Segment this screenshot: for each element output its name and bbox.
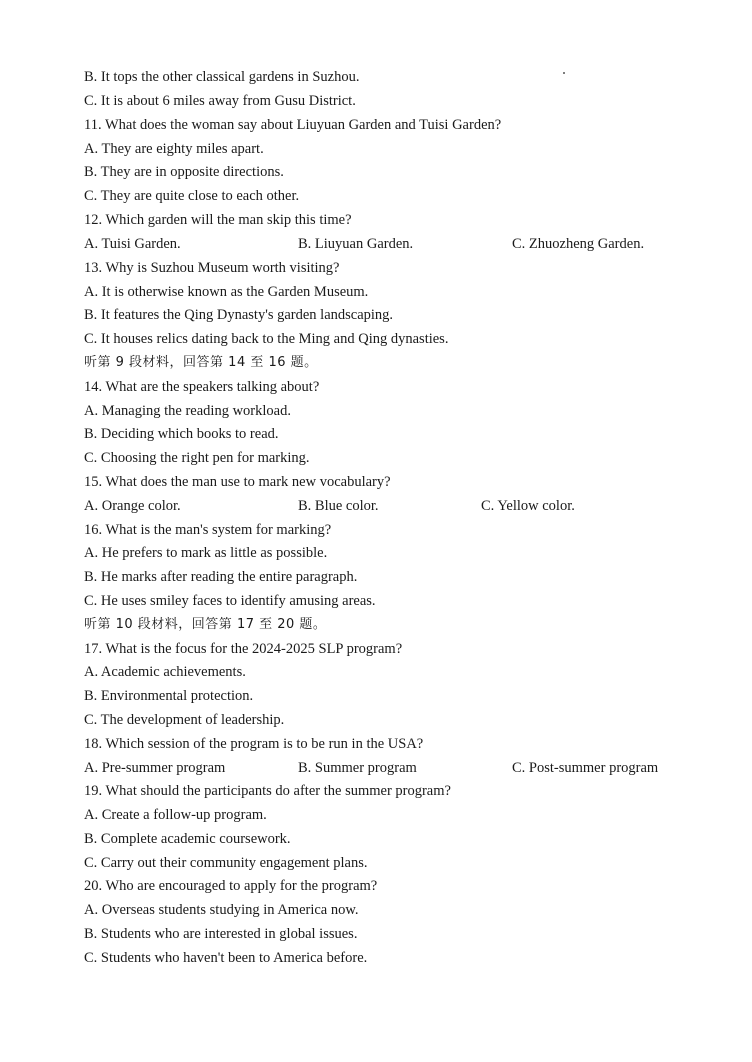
q14-stem: 14. What are the speakers talking about? [84,379,320,395]
q19-stem: 19. What should the participants do after the summer program? [84,783,451,799]
q18-option-b: B. Summer program [298,760,417,776]
q17-option-c: C. The development of leadership. [84,712,285,728]
q17-option-b: B. Environmental protection. [84,688,254,704]
q14-option-a: A. Managing the reading workload. [84,403,291,419]
q16-option-c: C. He uses smiley faces to identify amusing areas. [84,593,376,609]
q12-option-b: B. Liuyuan Garden. [298,236,414,252]
q10-option-b: B. It tops the other classical gardens in Suzhou. [84,69,360,85]
q11-option-b: B. They are in opposite directions. [84,164,284,180]
q12-option-a: A. Tuisi Garden. [84,236,181,252]
q11-stem: 11. What does the woman say about Liuyuan Garden and Tuisi Garden? [84,117,502,133]
q13-option-c: C. It houses relics dating back to the Ming and Qing dynasties. [84,331,449,347]
q18-option-a: A. Pre-summer program [84,760,226,776]
q12-option-c: C. Zhuozheng Garden. [512,236,645,252]
q14-option-b: B. Deciding which books to read. [84,426,279,442]
q18-option-c: C. Post-summer program [512,760,659,776]
q13-stem: 13. Why is Suzhou Museum worth visiting? [84,260,340,276]
q19-option-a: A. Create a follow-up program. [84,807,267,823]
q17-option-a: A. Academic achievements. [84,664,246,680]
q12-stem: 12. Which garden will the man skip this time? [84,212,352,228]
q14-option-c: C. Choosing the right pen for marking. [84,450,310,466]
q13-option-b: B. It features the Qing Dynasty's garden landscaping. [84,307,394,323]
q19-option-b: B. Complete academic coursework. [84,831,291,847]
q15-option-a: A. Orange color. [84,498,181,514]
q15-option-c: C. Yellow color. [481,498,575,514]
q11-option-a: A. They are eighty miles apart. [84,141,264,157]
q13-option-a: A. It is otherwise known as the Garden Museum. [84,284,369,300]
q17-stem: 17. What is the focus for the 2024-2025 SLP program? [84,641,403,657]
q19-option-c: C. Carry out their community engagement plans. [84,855,368,871]
q16-stem: 16. What is the man's system for marking? [84,522,332,538]
q15-option-b: B. Blue color. [298,498,379,514]
q18-stem: 18. Which session of the program is to be run in the USA? [84,736,424,752]
q15-stem: 15. What does the man use to mark new vocabulary? [84,474,391,490]
q16-option-a: A. He prefers to mark as little as possible. [84,545,328,561]
q11-option-c: C. They are quite close to each other. [84,188,300,204]
section-9-heading: 听第 9 段材料，回答第 14 至 16 题。 [84,355,318,370]
q20-stem: 20. Who are encouraged to apply for the program? [84,878,378,894]
q10-option-c: C. It is about 6 miles away from Gusu District. [84,93,356,109]
q16-option-b: B. He marks after reading the entire paragraph. [84,569,358,585]
section-10-heading: 听第 10 段材料，回答第 17 至 20 题。 [84,617,327,632]
q20-option-a: A. Overseas students studying in America now. [84,902,359,918]
q20-option-c: C. Students who haven't been to America before. [84,950,368,966]
scan-speck [563,72,565,74]
q20-option-b: B. Students who are interested in global issues. [84,926,358,942]
